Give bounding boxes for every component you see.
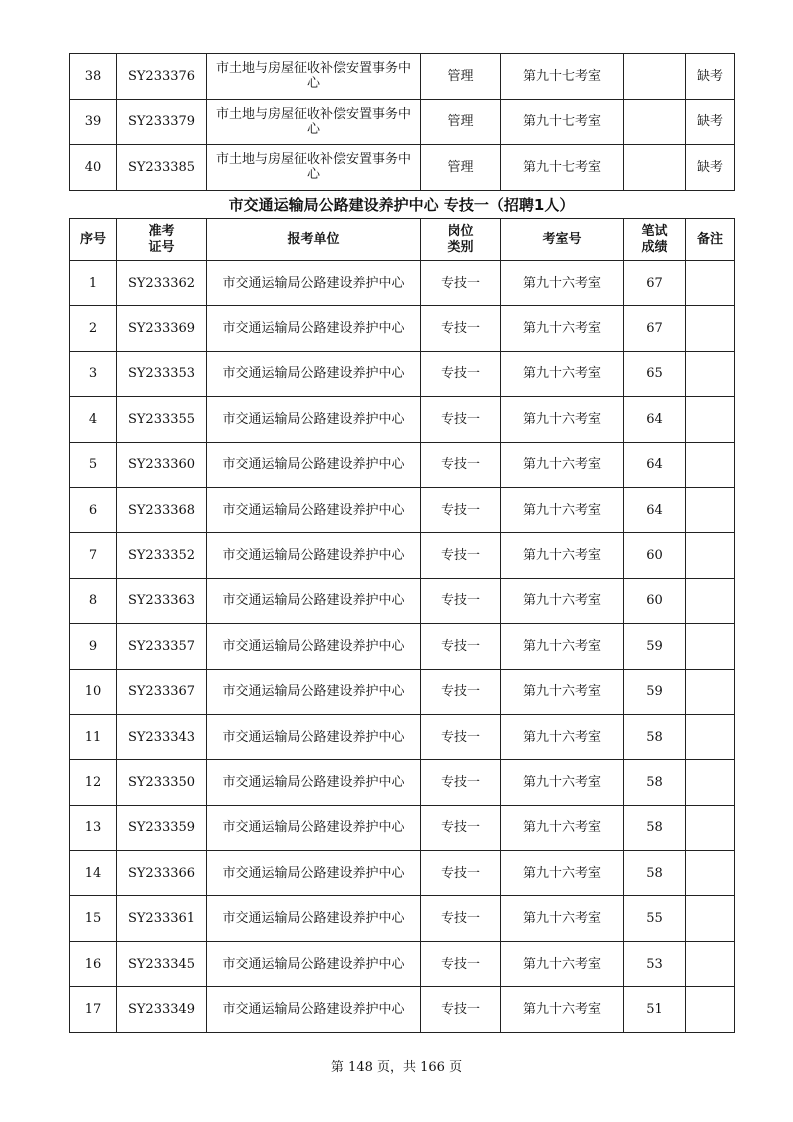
results-table <box>69 218 735 1033</box>
cell-note <box>686 987 735 1032</box>
table-row <box>70 397 735 442</box>
cell-exam-id: SY233376 <box>117 54 207 100</box>
cell-room: 第九十七考室 <box>501 99 624 145</box>
cell-score: 59 <box>624 624 686 669</box>
cell-room: 第九十六考室 <box>501 941 624 986</box>
cell-note: 缺考 <box>686 99 735 145</box>
cell-note <box>686 714 735 759</box>
cell-seq: 8 <box>70 578 117 623</box>
header-exam-id <box>117 219 207 261</box>
cell-room: 第九十六考室 <box>501 261 624 306</box>
table-row <box>70 442 735 487</box>
cell-score: 59 <box>624 669 686 714</box>
cell-post: 专技一 <box>421 533 501 578</box>
cell-post: 专技一 <box>421 851 501 896</box>
header-exam-id-line1: 准考 <box>148 223 175 239</box>
cell-note <box>686 941 735 986</box>
cell-unit: 市交通运输局公路建设养护中心 <box>207 578 421 623</box>
cell-unit: 市土地与房屋征收补偿安置事务中心 <box>207 145 421 191</box>
cell-score: 64 <box>624 397 686 442</box>
cell-unit: 市交通运输局公路建设养护中心 <box>207 941 421 986</box>
table-row <box>70 351 735 396</box>
cell-seq: 7 <box>70 533 117 578</box>
cell-unit: 市交通运输局公路建设养护中心 <box>207 851 421 896</box>
cell-exam-id: SY233363 <box>117 578 207 623</box>
cell-room: 第九十六考室 <box>501 397 624 442</box>
cell-seq: 16 <box>70 941 117 986</box>
cell-exam-id: SY233361 <box>117 896 207 941</box>
cell-seq: 11 <box>70 714 117 759</box>
cell-unit: 市交通运输局公路建设养护中心 <box>207 714 421 759</box>
cell-exam-id: SY233343 <box>117 714 207 759</box>
table-row <box>70 896 735 941</box>
cell-note <box>686 669 735 714</box>
cell-score: 58 <box>624 851 686 896</box>
cell-room: 第九十六考室 <box>501 351 624 396</box>
cell-room: 第九十六考室 <box>501 896 624 941</box>
table-row <box>70 145 735 191</box>
cell-room: 第九十七考室 <box>501 54 624 100</box>
cell-note <box>686 533 735 578</box>
cell-note: 缺考 <box>686 145 735 191</box>
header-post-line1: 岗位 <box>447 223 474 239</box>
cell-post: 专技一 <box>421 624 501 669</box>
table-row <box>70 487 735 532</box>
table-row <box>70 805 735 850</box>
cell-seq: 2 <box>70 306 117 351</box>
cell-exam-id: SY233379 <box>117 99 207 145</box>
cell-note <box>686 442 735 487</box>
cell-unit: 市土地与房屋征收补偿安置事务中心 <box>207 54 421 100</box>
header-unit: 报考单位 <box>207 219 421 261</box>
cell-note <box>686 397 735 442</box>
header-post <box>421 219 501 261</box>
previous-section-table <box>69 53 735 191</box>
table-row <box>70 99 735 145</box>
header-room: 考室号 <box>501 219 624 261</box>
cell-score <box>624 54 686 100</box>
cell-post: 专技一 <box>421 351 501 396</box>
cell-seq: 38 <box>70 54 117 100</box>
section-title: 市交通运输局公路建设养护中心 专技一（招聘1人） <box>228 196 575 214</box>
cell-note <box>686 896 735 941</box>
cell-room: 第九十六考室 <box>501 624 624 669</box>
cell-exam-id: SY233350 <box>117 760 207 805</box>
cell-post: 管理 <box>421 99 501 145</box>
cell-note <box>686 624 735 669</box>
cell-score: 64 <box>624 442 686 487</box>
cell-unit: 市交通运输局公路建设养护中心 <box>207 442 421 487</box>
table-row <box>70 851 735 896</box>
cell-unit: 市交通运输局公路建设养护中心 <box>207 624 421 669</box>
cell-seq: 9 <box>70 624 117 669</box>
cell-score: 58 <box>624 714 686 759</box>
cell-seq: 5 <box>70 442 117 487</box>
cell-note <box>686 351 735 396</box>
cell-room: 第九十六考室 <box>501 578 624 623</box>
cell-exam-id: SY233359 <box>117 805 207 850</box>
cell-exam-id: SY233357 <box>117 624 207 669</box>
cell-exam-id: SY233385 <box>117 145 207 191</box>
cell-room: 第九十六考室 <box>501 533 624 578</box>
cell-score: 67 <box>624 261 686 306</box>
cell-note <box>686 306 735 351</box>
table-row <box>70 987 735 1032</box>
cell-exam-id: SY233353 <box>117 351 207 396</box>
cell-score: 65 <box>624 351 686 396</box>
cell-score: 64 <box>624 487 686 532</box>
cell-room: 第九十六考室 <box>501 805 624 850</box>
cell-room: 第九十六考室 <box>501 851 624 896</box>
header-score-line2: 成绩 <box>641 239 668 255</box>
cell-unit: 市交通运输局公路建设养护中心 <box>207 306 421 351</box>
table-row <box>70 941 735 986</box>
cell-score: 67 <box>624 306 686 351</box>
page-footer: 第 148 页，共 166 页 <box>330 1060 463 1075</box>
cell-seq: 4 <box>70 397 117 442</box>
table-row <box>70 533 735 578</box>
cell-exam-id: SY233369 <box>117 306 207 351</box>
cell-unit: 市交通运输局公路建设养护中心 <box>207 805 421 850</box>
cell-seq: 13 <box>70 805 117 850</box>
cell-post: 专技一 <box>421 261 501 306</box>
cell-unit: 市交通运输局公路建设养护中心 <box>207 351 421 396</box>
cell-room: 第九十六考室 <box>501 669 624 714</box>
cell-unit: 市交通运输局公路建设养护中心 <box>207 397 421 442</box>
cell-score: 51 <box>624 987 686 1032</box>
cell-exam-id: SY233367 <box>117 669 207 714</box>
cell-post: 专技一 <box>421 442 501 487</box>
cell-exam-id: SY233362 <box>117 261 207 306</box>
cell-post: 专技一 <box>421 578 501 623</box>
table-header-row <box>70 219 735 261</box>
cell-post: 专技一 <box>421 714 501 759</box>
cell-note <box>686 760 735 805</box>
cell-exam-id: SY233345 <box>117 941 207 986</box>
table-row <box>70 261 735 306</box>
cell-score: 60 <box>624 533 686 578</box>
header-seq: 序号 <box>70 219 117 261</box>
cell-post: 专技一 <box>421 487 501 532</box>
cell-unit: 市交通运输局公路建设养护中心 <box>207 987 421 1032</box>
cell-note <box>686 805 735 850</box>
cell-seq: 1 <box>70 261 117 306</box>
cell-post: 专技一 <box>421 669 501 714</box>
cell-post: 专技一 <box>421 397 501 442</box>
cell-post: 专技一 <box>421 987 501 1032</box>
cell-room: 第九十六考室 <box>501 760 624 805</box>
cell-room: 第九十六考室 <box>501 442 624 487</box>
cell-unit: 市交通运输局公路建设养护中心 <box>207 533 421 578</box>
cell-post: 专技一 <box>421 306 501 351</box>
cell-unit: 市交通运输局公路建设养护中心 <box>207 261 421 306</box>
cell-seq: 17 <box>70 987 117 1032</box>
cell-room: 第九十六考室 <box>501 987 624 1032</box>
table-row <box>70 624 735 669</box>
cell-unit: 市交通运输局公路建设养护中心 <box>207 896 421 941</box>
cell-unit: 市交通运输局公路建设养护中心 <box>207 760 421 805</box>
cell-seq: 15 <box>70 896 117 941</box>
cell-unit: 市交通运输局公路建设养护中心 <box>207 487 421 532</box>
cell-score: 60 <box>624 578 686 623</box>
cell-score: 58 <box>624 805 686 850</box>
cell-score: 58 <box>624 760 686 805</box>
cell-score <box>624 145 686 191</box>
header-note: 备注 <box>686 219 735 261</box>
header-post-line2: 类别 <box>447 239 474 255</box>
cell-seq: 6 <box>70 487 117 532</box>
cell-exam-id: SY233349 <box>117 987 207 1032</box>
cell-room: 第九十六考室 <box>501 714 624 759</box>
cell-post: 管理 <box>421 54 501 100</box>
cell-room: 第九十六考室 <box>501 306 624 351</box>
cell-unit: 市土地与房屋征收补偿安置事务中心 <box>207 99 421 145</box>
table-row <box>70 54 735 100</box>
cell-room: 第九十七考室 <box>501 145 624 191</box>
cell-seq: 39 <box>70 99 117 145</box>
cell-note <box>686 487 735 532</box>
cell-post: 专技一 <box>421 760 501 805</box>
cell-post: 专技一 <box>421 941 501 986</box>
cell-note <box>686 578 735 623</box>
header-exam-id-line2: 证号 <box>148 239 175 255</box>
cell-seq: 12 <box>70 760 117 805</box>
cell-post: 专技一 <box>421 896 501 941</box>
cell-seq: 14 <box>70 851 117 896</box>
cell-exam-id: SY233360 <box>117 442 207 487</box>
cell-seq: 40 <box>70 145 117 191</box>
cell-exam-id: SY233352 <box>117 533 207 578</box>
table-row <box>70 669 735 714</box>
cell-seq: 3 <box>70 351 117 396</box>
cell-exam-id: SY233366 <box>117 851 207 896</box>
cell-unit: 市交通运输局公路建设养护中心 <box>207 669 421 714</box>
cell-score <box>624 99 686 145</box>
cell-note <box>686 851 735 896</box>
cell-note: 缺考 <box>686 54 735 100</box>
table-row <box>70 760 735 805</box>
cell-score: 55 <box>624 896 686 941</box>
cell-post: 管理 <box>421 145 501 191</box>
header-score <box>624 219 686 261</box>
cell-seq: 10 <box>70 669 117 714</box>
table-row <box>70 714 735 759</box>
cell-score: 53 <box>624 941 686 986</box>
cell-exam-id: SY233368 <box>117 487 207 532</box>
cell-post: 专技一 <box>421 805 501 850</box>
header-score-line1: 笔试 <box>641 223 668 239</box>
cell-room: 第九十六考室 <box>501 487 624 532</box>
table-row <box>70 306 735 351</box>
cell-exam-id: SY233355 <box>117 397 207 442</box>
table-row <box>70 578 735 623</box>
cell-note <box>686 261 735 306</box>
